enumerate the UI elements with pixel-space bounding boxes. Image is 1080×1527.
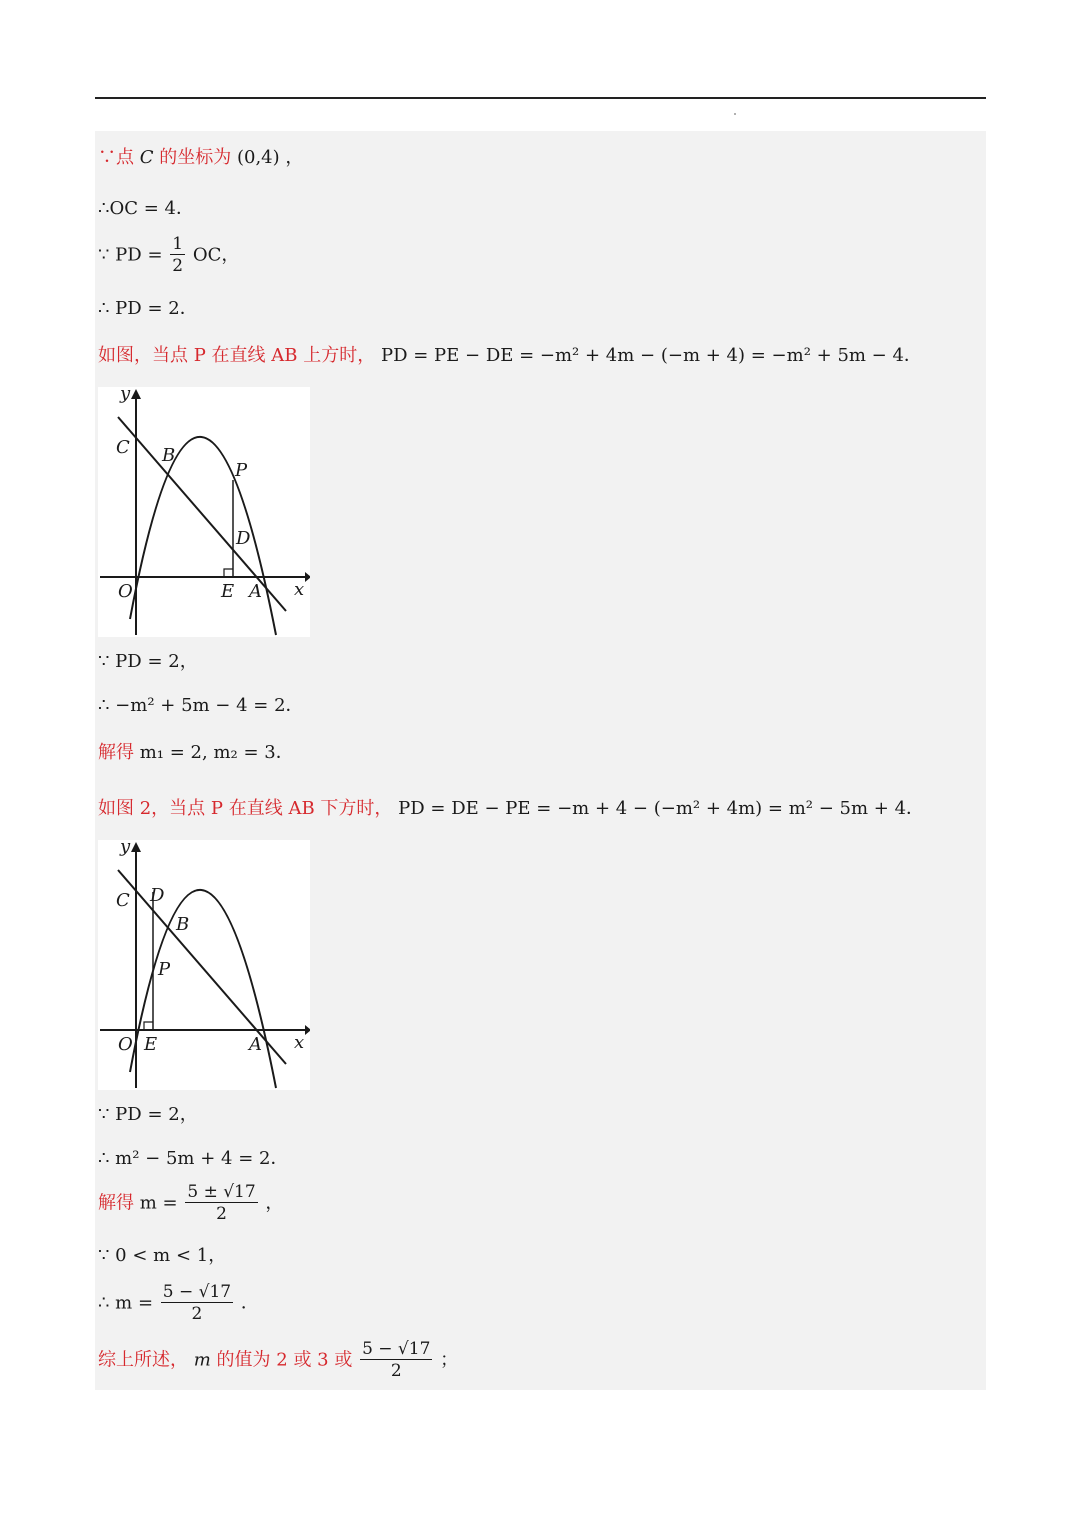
right-angle-mark xyxy=(144,1022,153,1030)
label-x: x xyxy=(294,579,305,600)
scan-dot xyxy=(734,113,736,115)
case-below-formula: PD = DE − PE = −m + 4 − (−m² + 4m) = m² − 5m + 4． xyxy=(398,798,925,819)
line-solution-above xyxy=(98,741,294,765)
label-a: A xyxy=(249,1034,262,1055)
pd-equals: ∵ PD = xyxy=(98,244,163,266)
parabola xyxy=(130,890,276,1088)
summary-text: 综上所述， xyxy=(98,1349,188,1371)
solve-values: m₁ = 2, m₂ = 3． xyxy=(139,742,294,763)
fraction-roots xyxy=(185,1182,257,1225)
case-above-text: 如图，当点 P 在直线 AB 上方时， xyxy=(98,345,376,366)
summary-values: 的值为 2 或 3 或 xyxy=(216,1349,359,1371)
point-c: C xyxy=(139,147,154,168)
label-c: C xyxy=(116,437,130,458)
line-solution-below xyxy=(98,1182,283,1225)
coordinate-value: (0,4) xyxy=(236,147,280,168)
case-below-text: 如图 2，当点 P 在直线 AB 下方时， xyxy=(98,798,393,819)
line-oc-equals-4: ∴OC = 4． xyxy=(98,198,194,219)
header-rule xyxy=(95,97,986,99)
m-equals: ∴ m = xyxy=(98,1292,154,1314)
line-c-coordinate xyxy=(98,146,303,170)
figure-case-below xyxy=(98,840,310,1090)
label-e: E xyxy=(221,581,235,602)
fraction-numerator: 5 − √17 xyxy=(162,1282,232,1302)
label-c: C xyxy=(116,890,130,911)
label-d: D xyxy=(236,528,251,549)
punct: ． xyxy=(240,1292,259,1314)
case-above-formula: PD = PE − DE = −m² + 4m − (−m + 4) = −m² + 5m − 4． xyxy=(380,345,922,366)
figure-2-svg xyxy=(98,840,310,1090)
x-arrow-icon xyxy=(305,572,310,582)
punct: ， xyxy=(285,147,304,168)
solve-text: 解得 xyxy=(98,1192,140,1214)
fraction-denominator: 2 xyxy=(390,1361,402,1381)
fraction-numerator: 5 ± √17 xyxy=(187,1182,256,1202)
y-arrow-icon xyxy=(131,842,141,852)
figure-case-above xyxy=(98,387,310,637)
text-because-point: ∵点 xyxy=(98,147,134,168)
parabola xyxy=(130,437,276,635)
m-symbol: m xyxy=(193,1349,211,1371)
line-equation-below: ∴ m² − 5m + 4 = 2． xyxy=(98,1148,289,1169)
label-b: B xyxy=(176,914,190,935)
label-d: D xyxy=(150,885,165,906)
label-b: B xyxy=(162,445,176,466)
fraction-summary xyxy=(360,1339,432,1382)
line-equation-above: ∴ −m² + 5m − 4 = 2． xyxy=(98,695,304,716)
fraction-numerator: 5 − √17 xyxy=(362,1339,431,1359)
y-arrow-icon xyxy=(131,389,141,399)
label-a: A xyxy=(249,581,262,602)
line-range-m: ∵ 0 < m < 1， xyxy=(98,1245,227,1266)
line-summary xyxy=(98,1339,458,1382)
label-e: E xyxy=(144,1034,158,1055)
fraction-denominator: 2 xyxy=(216,1204,227,1224)
line-pd-equals-2-b: ∵ PD = 2， xyxy=(98,651,198,672)
label-y: y xyxy=(120,387,131,404)
m-equals: m = xyxy=(139,1192,178,1214)
line-pd-half-oc xyxy=(98,234,239,277)
label-o: O xyxy=(118,1034,133,1055)
label-p: P xyxy=(158,959,171,980)
label-y: y xyxy=(120,840,131,857)
label-p: P xyxy=(235,460,248,481)
right-angle-mark xyxy=(224,569,233,577)
x-arrow-icon xyxy=(305,1025,310,1035)
label-o: O xyxy=(118,581,133,602)
line-case-below xyxy=(98,797,924,821)
line-pd-equals-2-c: ∵ PD = 2， xyxy=(98,1104,198,1125)
line-pd-equals-2: ∴ PD = 2． xyxy=(98,298,198,319)
punct: ， xyxy=(265,1192,284,1214)
figure-1-svg xyxy=(98,387,310,637)
punct: ； xyxy=(440,1349,459,1371)
fraction-half xyxy=(170,234,185,277)
line-m-value xyxy=(98,1282,259,1325)
label-x: x xyxy=(294,1032,305,1053)
fraction-denominator: 2 xyxy=(172,256,184,276)
fraction-m xyxy=(161,1282,233,1325)
line-case-above xyxy=(98,344,922,368)
oc-term: OC， xyxy=(192,244,240,266)
text-coordinate-is: 的坐标为 xyxy=(159,147,232,168)
solve-text: 解得 xyxy=(98,742,140,763)
fraction-denominator: 2 xyxy=(191,1304,203,1324)
fraction-numerator: 1 xyxy=(172,234,184,254)
